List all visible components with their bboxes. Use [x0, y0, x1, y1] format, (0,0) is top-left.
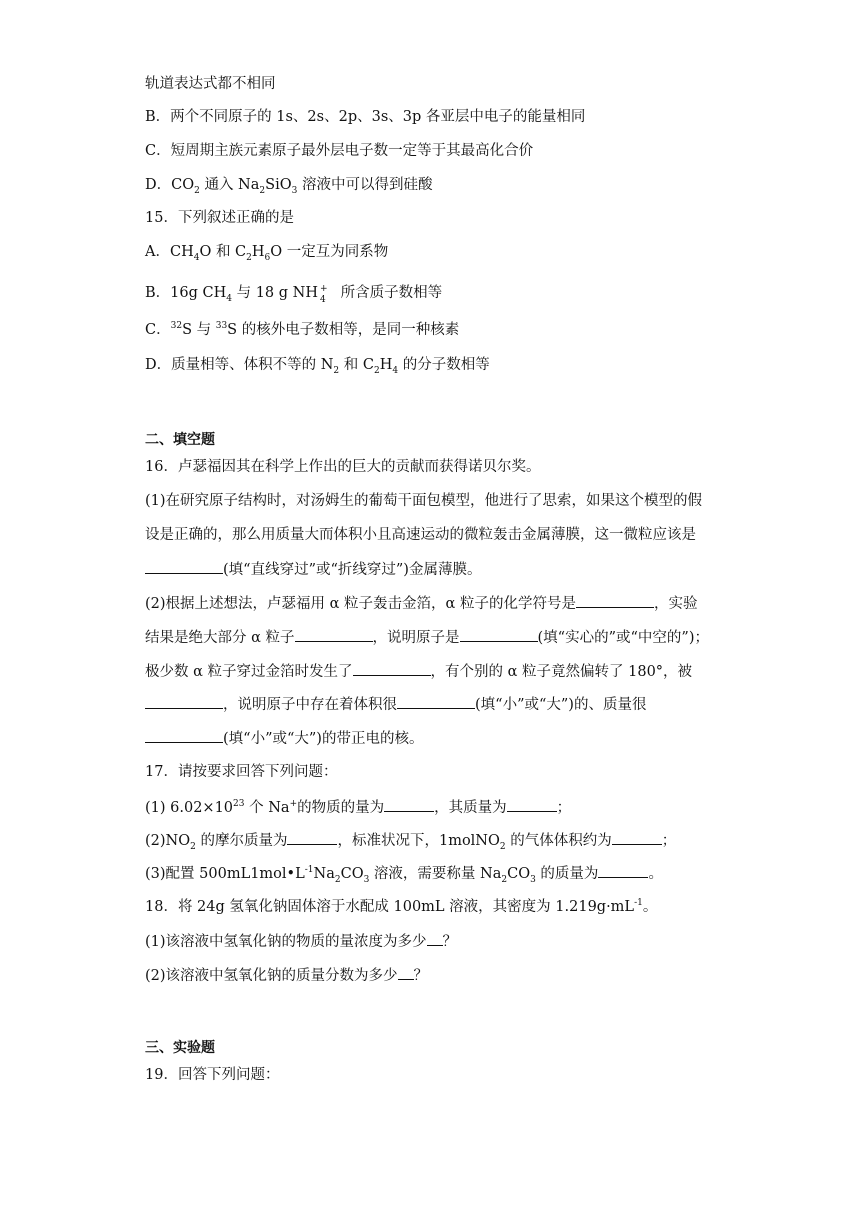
- answer-blank[interactable]: [398, 965, 414, 980]
- q17-part3: (3)配置 $500mL1mol•L^{-1}Na_2CO_3$ 溶液，需要称量 $Na_2CO_3$ 的质量为 。: [145, 863, 663, 884]
- q18-part2: (2)该溶液中氢氧化钠的质量分数为多少 ？: [145, 965, 428, 986]
- q17-part2: $(2)NO_2$ 的摩尔质量为 ，标准状况下，1molNO$_2$ 的气体体积约为 ；: [145, 830, 676, 851]
- answer-blank[interactable]: [598, 863, 648, 878]
- section-heading-fill-in: 二、填空题: [145, 432, 215, 448]
- answer-blank[interactable]: [145, 728, 223, 743]
- q14-option-d: D．$CO_2$ 通入 $Na_2SiO_3$ 溶液中可以得到硅酸: [145, 177, 433, 196]
- answer-blank[interactable]: [384, 797, 434, 812]
- section-heading-experiment: 三、实验题: [145, 1040, 215, 1056]
- q16-part2-line2: 结果是绝大部分 α 粒子 ，说明原子是 (填“实心的”或“中空的”)；: [145, 627, 709, 648]
- q15-option-a: A．$CH_4O$ 和 $C_2H_6O$ 一定互为同系物: [145, 244, 389, 263]
- answer-blank[interactable]: [295, 627, 373, 642]
- q15-option-b: B．16g $CH_4$ 与 18 g NH + 4 所含质子数相等: [145, 281, 442, 303]
- answer-blank[interactable]: [460, 627, 538, 642]
- q16-part2-line4: ，说明原子中存在着体积很 (填“小”或“大”)的、质量很: [145, 694, 646, 715]
- answer-blank[interactable]: [287, 830, 337, 845]
- q14-option-b: B．两个不同原子的 1s、2s、2p、3s、3p 各亚层中电子的能量相同: [145, 109, 586, 125]
- q14-continuation: 轨道表达式都不相同: [145, 76, 276, 92]
- q16-part2-line3: 极少数 α 粒子穿过金箔时发生了 ，有个别的 α 粒子竟然偏转了 180°，被: [145, 661, 692, 682]
- q18-part1: (1)该溶液中氢氧化钠的物质的量浓度为多少 ？: [145, 931, 457, 952]
- q15-stem: 15．下列叙述正确的是: [145, 210, 294, 226]
- answer-blank[interactable]: [576, 593, 654, 608]
- q18-stem: 18．将 24g 氢氧化钠固体溶于水配成 100mL 溶液，其密度为 $1.219g\cdot mL^{-1}$。: [145, 898, 658, 915]
- q17-stem: 17．请按要求回答下列问题：: [145, 764, 338, 780]
- answer-blank[interactable]: [612, 830, 662, 845]
- answer-blank[interactable]: [145, 559, 223, 574]
- answer-blank[interactable]: [507, 797, 557, 812]
- q19-stem: 19．回答下列问题：: [145, 1067, 280, 1083]
- q16-part2-line1: (2)根据上述想法，卢瑟福用 α 粒子轰击金箔，α 粒子的化学符号是 ，实验: [145, 593, 697, 614]
- ammonium-charge: + 4: [320, 284, 328, 305]
- q16-part1-line2: 设是正确的，那么用质量大而体积小且高速运动的微粒轰击金属薄膜，这一微粒应该是: [145, 527, 696, 543]
- answer-blank[interactable]: [397, 694, 475, 709]
- answer-blank[interactable]: [427, 931, 443, 946]
- answer-blank[interactable]: [353, 661, 431, 676]
- q16-stem: 16．卢瑟福因其在科学上作出的巨大的贡献而获得诺贝尔奖。: [145, 459, 541, 475]
- q15-option-c: C．$^{32}$S 与 $^{33}$S 的核外电子数相等，是同一种核素: [145, 321, 460, 338]
- answer-blank[interactable]: [145, 694, 223, 709]
- q16-part1-line1: (1)在研究原子结构时，对汤姆生的葡萄干面包模型，他进行了思索，如果这个模型的假: [145, 493, 703, 509]
- q14-option-c: C．短周期主族元素原子最外层电子数一定等于其最高化合价: [145, 143, 534, 159]
- q16-part2-line5: (填“小”或“大”)的带正电的核。: [145, 728, 423, 749]
- q16-part1-line3: (填“直线穿过”或“折线穿过”)金属薄膜。: [145, 559, 481, 580]
- q15-option-d: D．质量相等、体积不等的 $N_2$ 和 $C_2H_4$ 的分子数相等: [145, 357, 490, 376]
- q17-part1: (1) $6.02\times 10^{23}$ 个 Na+的物质的量为 ，其质量为 ；: [145, 797, 571, 818]
